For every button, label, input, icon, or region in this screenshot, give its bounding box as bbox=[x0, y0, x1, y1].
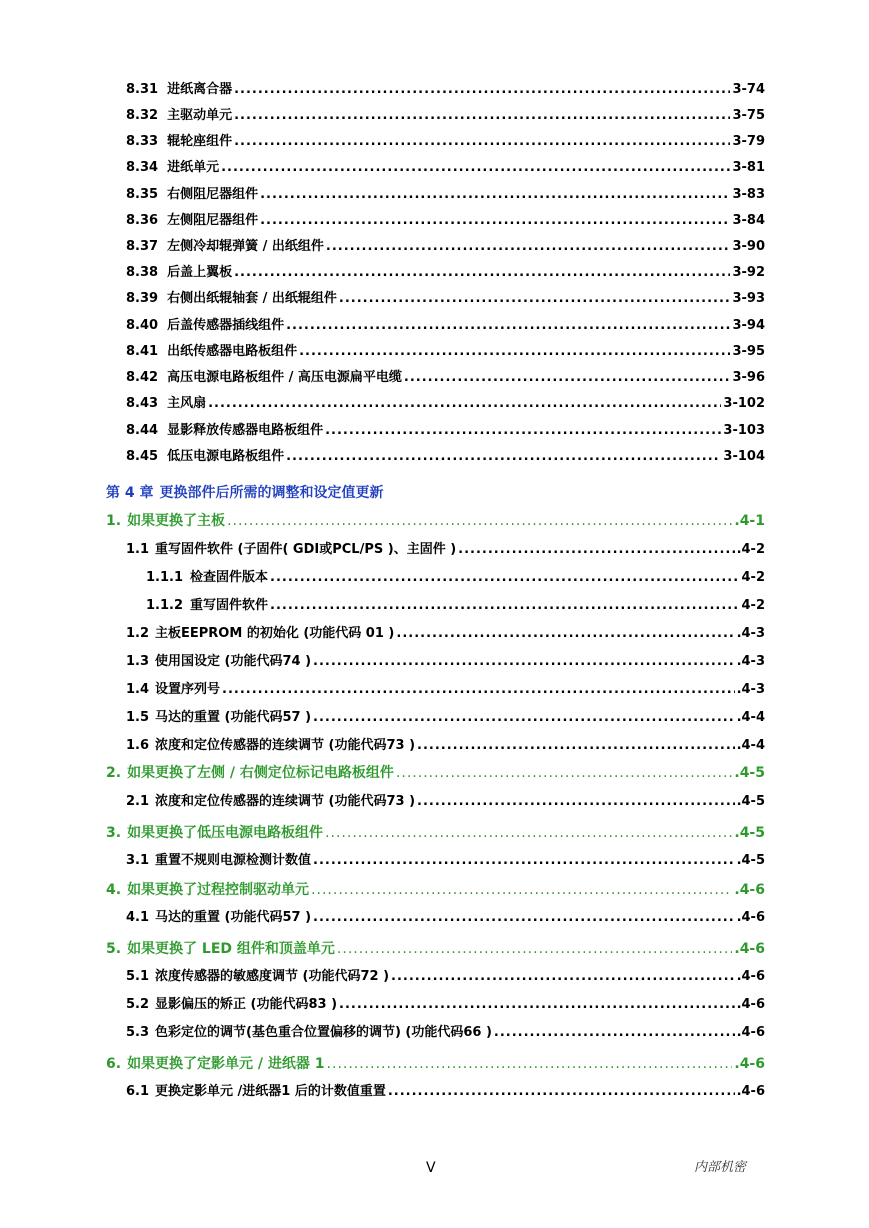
toc-entry[interactable] bbox=[126, 343, 765, 361]
toc-entry-title: 辊轮座组件 bbox=[167, 134, 233, 149]
toc-entry-page: .4-6 bbox=[736, 1025, 765, 1040]
toc-entry-title: 左侧冷却辊弹簧 / 出纸组件 bbox=[167, 239, 324, 254]
chapter-heading[interactable] bbox=[106, 484, 765, 502]
dot-leader bbox=[222, 681, 735, 699]
toc-entry-page: 3-104 bbox=[723, 449, 765, 464]
toc-entry[interactable] bbox=[106, 940, 765, 958]
dot-leader bbox=[286, 317, 730, 335]
toc-entry-number: 1.3 bbox=[126, 654, 150, 669]
toc-entry-title: 重置不规则电源检测计数值 bbox=[155, 853, 312, 868]
dot-leader bbox=[313, 909, 735, 927]
toc-entry[interactable] bbox=[126, 1024, 765, 1042]
toc-entry[interactable] bbox=[126, 186, 765, 204]
toc-entry[interactable] bbox=[126, 81, 765, 99]
dot-leader bbox=[234, 264, 730, 282]
toc-entry-title: 后盖上翼板 bbox=[167, 265, 233, 280]
toc-entry-title: 马达的重置 (功能代码57 ) bbox=[155, 910, 312, 925]
toc-entry-number: 5.1 bbox=[126, 969, 150, 984]
dot-leader bbox=[313, 852, 735, 870]
toc-entry-page: 3-103 bbox=[723, 423, 765, 438]
toc-entry-number: 3.1 bbox=[126, 853, 150, 868]
page-number: V bbox=[426, 1160, 436, 1176]
toc-entry-title: 右侧阻尼器组件 bbox=[167, 187, 259, 202]
toc-entry-number: 3. bbox=[106, 825, 122, 841]
toc-entry-title: 设置序列号 bbox=[155, 682, 221, 697]
toc-entry-page: 3-81 bbox=[732, 160, 765, 175]
dot-leader bbox=[260, 212, 730, 230]
toc-entry[interactable] bbox=[126, 369, 765, 387]
dot-leader bbox=[325, 422, 721, 440]
toc-entry-title: 如果更换了过程控制驱动单元 bbox=[127, 882, 310, 898]
toc-entry-number: 6.1 bbox=[126, 1084, 150, 1099]
toc-entry-title: 进纸离合器 bbox=[167, 82, 233, 97]
toc-entry-title: 主板EEPROM 的初始化 (功能代码 01 ) bbox=[155, 626, 395, 641]
toc-entry-title: 浓度和定位传感器的连续调节 (功能代码73 ) bbox=[155, 794, 416, 809]
dot-leader bbox=[458, 541, 734, 559]
toc-entry-page: .4-6 bbox=[734, 882, 765, 898]
toc-entry[interactable] bbox=[126, 395, 765, 413]
toc-entry[interactable] bbox=[146, 597, 765, 615]
toc-entry-number: 5. bbox=[106, 941, 122, 957]
dot-leader bbox=[260, 186, 730, 204]
toc-entry-number: 8.45 bbox=[126, 449, 159, 464]
toc-entry-number: 4. bbox=[106, 882, 122, 898]
toc-entry-page: .4-3 bbox=[736, 682, 765, 697]
toc-entry[interactable] bbox=[126, 107, 765, 125]
toc-entry-page: .4-6 bbox=[736, 910, 765, 925]
toc-entry-page: 3-74 bbox=[732, 82, 765, 97]
toc-entry-page: .4-5 bbox=[736, 853, 765, 868]
toc-entry-number: 1.6 bbox=[126, 738, 150, 753]
dot-leader bbox=[391, 968, 735, 986]
toc-entry-title: 主风扇 bbox=[167, 396, 207, 411]
dot-leader bbox=[417, 737, 735, 755]
toc-entry[interactable] bbox=[126, 159, 765, 177]
toc-entry-title: 出纸传感器电路板组件 bbox=[167, 344, 298, 359]
dot-leader bbox=[396, 625, 734, 643]
toc-entry[interactable] bbox=[146, 569, 765, 587]
dot-leader bbox=[337, 940, 732, 958]
toc-entry-number: 8.38 bbox=[126, 265, 159, 280]
toc-entry-page: .4-3 bbox=[736, 626, 765, 641]
toc-entry-number: 第 4 章 bbox=[106, 485, 154, 501]
toc-entry[interactable] bbox=[126, 709, 765, 727]
toc-entry-title: 浓度和定位传感器的连续调节 (功能代码73 ) bbox=[155, 738, 416, 753]
toc-entry-page: 4-2 bbox=[741, 598, 765, 613]
toc-entry[interactable] bbox=[126, 653, 765, 671]
toc-entry-page: .4-2 bbox=[736, 542, 765, 557]
dot-leader bbox=[388, 1083, 735, 1101]
toc-entry-number: 8.43 bbox=[126, 396, 159, 411]
toc-entry-number: 6. bbox=[106, 1056, 122, 1072]
toc-entry-page: 3-75 bbox=[732, 108, 765, 123]
toc-entry-page: .4-3 bbox=[736, 654, 765, 669]
dot-leader bbox=[339, 996, 735, 1014]
dot-leader bbox=[327, 1055, 733, 1073]
toc-entry-title: 色彩定位的调节(基色重合位置偏移的调节) (功能代码66 ) bbox=[155, 1025, 492, 1040]
toc-entry-number: 1.5 bbox=[126, 710, 150, 725]
toc-entry[interactable] bbox=[126, 996, 765, 1014]
dot-leader bbox=[286, 448, 721, 466]
toc-entry-title: 更换定影单元 /进纸器1 后的计数值重置 bbox=[155, 1084, 386, 1099]
toc-entry-title: 检查固件版本 bbox=[190, 570, 269, 585]
toc-entry-page: .4-4 bbox=[736, 738, 765, 753]
toc-entry-title: 高压电源电路板组件 / 高压电源扁平电缆 bbox=[167, 370, 402, 385]
dot-leader bbox=[234, 133, 730, 151]
toc-entry-title: 主驱动单元 bbox=[167, 108, 233, 123]
toc-entry-page: .4-5 bbox=[734, 765, 765, 781]
toc-entry-page: 3-95 bbox=[732, 344, 765, 359]
toc-entry-page: 4-2 bbox=[741, 570, 765, 585]
toc-entry[interactable] bbox=[106, 764, 765, 782]
toc-entry-number: 8.35 bbox=[126, 187, 159, 202]
dot-leader bbox=[221, 159, 730, 177]
toc-entry[interactable] bbox=[106, 881, 765, 899]
confidential-label: 内部机密 bbox=[694, 1160, 747, 1175]
dot-leader bbox=[339, 290, 731, 308]
toc-entry[interactable] bbox=[126, 448, 765, 466]
toc-entry[interactable] bbox=[126, 793, 765, 811]
dot-leader bbox=[325, 824, 732, 842]
toc-entry-title: 如果更换了低压电源电路板组件 bbox=[127, 825, 324, 841]
toc-entry-number: 8.31 bbox=[126, 82, 159, 97]
toc-entry-title: 显影释放传感器电路板组件 bbox=[167, 423, 324, 438]
toc-entry-title: 低压电源电路板组件 bbox=[167, 449, 285, 464]
toc-entry-number: 4.1 bbox=[126, 910, 150, 925]
toc-entry-page: .4-5 bbox=[736, 794, 765, 809]
dot-leader bbox=[396, 764, 732, 782]
toc-entry-page: .4-1 bbox=[734, 513, 765, 529]
toc-entry[interactable] bbox=[126, 625, 765, 643]
dot-leader bbox=[208, 395, 721, 413]
toc-entry-title: 后盖传感器插线组件 bbox=[167, 318, 285, 333]
toc-entry[interactable] bbox=[126, 290, 765, 308]
toc-entry-title: 如果更换了 LED 组件和顶盖单元 bbox=[127, 941, 335, 957]
toc-entry[interactable] bbox=[126, 968, 765, 986]
toc-entry-number: 8.44 bbox=[126, 423, 159, 438]
toc-entry-number: 8.32 bbox=[126, 108, 159, 123]
toc-entry[interactable] bbox=[126, 422, 765, 440]
toc-entry-title: 左侧阻尼器组件 bbox=[167, 213, 259, 228]
toc-entry-title: 重写固件软件 bbox=[190, 598, 269, 613]
toc-entry-number: 1.1 bbox=[126, 542, 150, 557]
toc-entry[interactable] bbox=[126, 909, 765, 927]
toc-entry[interactable] bbox=[126, 317, 765, 335]
toc-entry-number: 1.2 bbox=[126, 626, 150, 641]
dot-leader bbox=[326, 238, 731, 256]
toc-entry[interactable] bbox=[126, 264, 765, 282]
toc-entry-number: 5.3 bbox=[126, 1025, 150, 1040]
toc-entry-page: 3-94 bbox=[732, 318, 765, 333]
toc-entry-number: 2.1 bbox=[126, 794, 150, 809]
toc-entry-title: 显影偏压的矫正 (功能代码83 ) bbox=[155, 997, 338, 1012]
toc-entry-number: 8.34 bbox=[126, 160, 159, 175]
toc-entry-title: 如果更换了定影单元 / 进纸器 1 bbox=[127, 1056, 325, 1072]
toc-entry-number: 8.37 bbox=[126, 239, 159, 254]
dot-leader bbox=[494, 1024, 735, 1042]
toc-entry-page: .4-6 bbox=[736, 997, 765, 1012]
dot-leader bbox=[270, 597, 739, 615]
toc-entry-number: 8.40 bbox=[126, 318, 159, 333]
toc-entry-title: 重写固件软件 (子固件( GDI或PCL/PS )、主固件 ) bbox=[155, 542, 457, 557]
toc-entry-page: 3-96 bbox=[732, 370, 765, 385]
toc-entry[interactable] bbox=[126, 737, 765, 755]
toc-entry-number: 1.1.1 bbox=[146, 570, 184, 585]
toc-entry-page: .4-6 bbox=[734, 1056, 765, 1072]
toc-entry-page: 3-83 bbox=[732, 187, 765, 202]
toc-entry-number: 1. bbox=[106, 513, 122, 529]
dot-leader bbox=[234, 81, 730, 99]
toc-entry-title: 如果更换了主板 bbox=[127, 513, 226, 529]
toc-entry-page: 3-79 bbox=[732, 134, 765, 149]
toc-entry-number: 1.4 bbox=[126, 682, 150, 697]
toc-entry-page: .4-6 bbox=[734, 941, 765, 957]
dot-leader bbox=[313, 709, 735, 727]
toc-entry-number: 8.42 bbox=[126, 370, 159, 385]
dot-leader bbox=[313, 653, 735, 671]
toc-entry-number: 8.33 bbox=[126, 134, 159, 149]
toc-entry[interactable] bbox=[126, 681, 765, 699]
dot-leader bbox=[299, 343, 730, 361]
dot-leader bbox=[227, 512, 732, 530]
toc-entry-title: 使用国设定 (功能代码74 ) bbox=[155, 654, 312, 669]
toc-entry-page: 3-92 bbox=[732, 265, 765, 280]
toc-entry-number: 8.39 bbox=[126, 291, 159, 306]
toc-entry-page: .4-6 bbox=[736, 969, 765, 984]
toc-entry-title: 进纸单元 bbox=[167, 160, 220, 175]
dot-leader bbox=[311, 881, 732, 899]
toc-entry-number: 2. bbox=[106, 765, 122, 781]
dot-leader bbox=[417, 793, 735, 811]
dot-leader bbox=[270, 569, 739, 587]
toc-entry[interactable] bbox=[126, 852, 765, 870]
toc-entry[interactable] bbox=[126, 212, 765, 230]
toc-entry[interactable] bbox=[106, 824, 765, 842]
toc-entry[interactable] bbox=[126, 238, 765, 256]
toc-entry-page: 3-90 bbox=[732, 239, 765, 254]
dot-leader bbox=[404, 369, 731, 387]
toc-entry[interactable] bbox=[126, 541, 765, 559]
toc-entry[interactable] bbox=[106, 1055, 765, 1073]
toc-entry-number: 1.1.2 bbox=[146, 598, 184, 613]
toc-entry[interactable] bbox=[126, 1083, 765, 1101]
toc-entry-title: 马达的重置 (功能代码57 ) bbox=[155, 710, 312, 725]
toc-entry-title: 如果更换了左侧 / 右侧定位标记电路板组件 bbox=[127, 765, 394, 781]
toc-entry[interactable] bbox=[126, 133, 765, 151]
toc-entry-page: .4-4 bbox=[736, 710, 765, 725]
toc-entry-number: 8.36 bbox=[126, 213, 159, 228]
toc-entry-title: 更换部件后所需的调整和设定值更新 bbox=[159, 485, 384, 501]
toc-entry-page: 3-84 bbox=[732, 213, 765, 228]
dot-leader bbox=[234, 107, 730, 125]
toc-entry-page: 3-93 bbox=[732, 291, 765, 306]
toc-entry-page: 3-102 bbox=[723, 396, 765, 411]
toc-entry-title: 浓度传感器的敏感度调节 (功能代码72 ) bbox=[155, 969, 390, 984]
toc-entry-page: .4-5 bbox=[734, 825, 765, 841]
toc-entry-page: .4-6 bbox=[736, 1084, 765, 1099]
toc-entry[interactable] bbox=[106, 512, 765, 530]
toc-entry-number: 8.41 bbox=[126, 344, 159, 359]
toc-entry-number: 5.2 bbox=[126, 997, 150, 1012]
toc-entry-title: 右侧出纸辊轴套 / 出纸辊组件 bbox=[167, 291, 337, 306]
